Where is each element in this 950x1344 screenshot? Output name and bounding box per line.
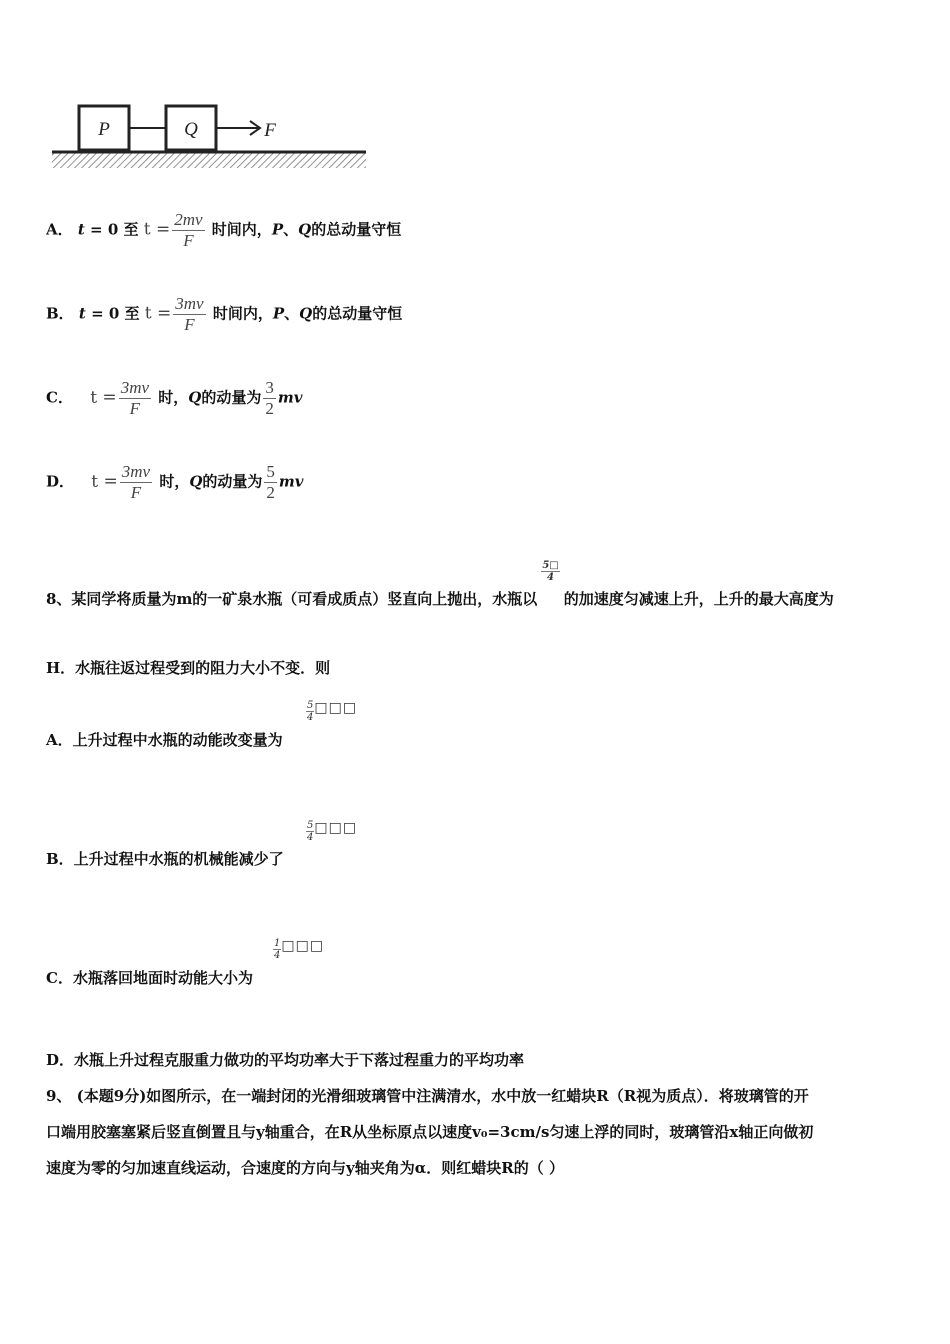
t-variable: t — [143, 219, 151, 240]
option-text-2: 的总动量守恒 — [312, 304, 403, 323]
p-symbol: P — [271, 220, 284, 239]
t-variable: t — [91, 471, 99, 492]
option-text-2: 的动量为 — [201, 388, 262, 407]
q8-option-d[interactable]: D．水瓶上升过程克服重力做功的平均功率大于下落过程重力的平均功率 — [46, 1051, 525, 1069]
q-symbol: Q — [299, 304, 313, 323]
time-fraction: $\frac{3mv}{F}$ — [175, 294, 204, 334]
q8-stem-line1 — [46, 560, 834, 609]
option-text-2: 的总动量守恒 — [311, 220, 402, 239]
q9-stem-line3: 速度为零的匀加速直线运动，合速度的方向与y轴夹角为α．则红蜡块R的（ ） — [46, 1159, 564, 1177]
q8-option-a-formula: $\frac{5}{4}$ □□□ — [307, 700, 358, 723]
separator: 、 — [283, 220, 299, 239]
option-text: 时， — [158, 388, 189, 407]
block-p-label: P — [98, 119, 110, 140]
option-text: 时间内， — [212, 304, 273, 323]
q7-option-d[interactable]: D． t = $\frac{3mv}{F}$ 时，Q的动量为 $\frac{5}{2}$ mv — [46, 462, 304, 502]
force-label: F — [264, 120, 276, 141]
option-label: D． — [46, 472, 75, 491]
t-variable: t — [144, 303, 152, 324]
q-symbol: Q — [189, 472, 203, 491]
q7-option-a[interactable]: A． t = 0 至 t = $\frac{2mv}{F}$ 时间内，P、Q的总动量守恒 — [46, 210, 402, 250]
option-label: C． — [46, 388, 73, 407]
blocks-figure — [50, 100, 370, 175]
option-text: 时间内， — [211, 220, 272, 239]
option-text-2: 的动量为 — [202, 472, 263, 491]
q8-option-a[interactable]: A．上升过程中水瓶的动能改变量为 — [46, 731, 283, 749]
q8-stem-part1: 8、某同学将质量为m的一矿泉水瓶（可看成质点）竖直向上抛出，水瓶以 — [46, 590, 538, 608]
mv-symbol: mv — [278, 472, 304, 491]
ground-hatch — [52, 152, 366, 168]
time-fraction: $\frac{2mv}{F}$ — [174, 210, 203, 250]
q7-option-b[interactable]: B． t = 0 至 t = $\frac{3mv}{F}$ 时间内，P、Q的总动量守恒 — [46, 294, 403, 334]
equals-zero: = 0 至 — [84, 220, 139, 239]
coefficient-fraction: $\frac{5}{2}$ — [266, 462, 275, 502]
mv-symbol: mv — [277, 388, 303, 407]
coefficient-fraction: $\frac{3}{2}$ — [265, 378, 274, 418]
separator: 、 — [284, 304, 300, 323]
q8-option-b[interactable]: B．上升过程中水瓶的机械能减少了 — [46, 850, 284, 868]
q8-option-c[interactable]: C．水瓶落回地面时动能大小为 — [46, 969, 253, 987]
acceleration-fraction: $\frac{5□}{4}$ — [542, 560, 559, 583]
q8-stem-part2: 的加速度匀减速上升，上升的最大高度为 — [563, 590, 834, 608]
q9-stem-line2: 口端用胶塞塞紧后竖直倒置且与y轴重合，在R从坐标原点以速度v₀=3cm/s匀速上浮的同时，玻璃管沿x轴正向做初 — [46, 1123, 814, 1141]
t-symbol: t — [78, 304, 86, 323]
t-variable: t — [90, 387, 98, 408]
equals-zero: = 0 至 — [85, 304, 140, 323]
q7-option-c[interactable]: C． t = $\frac{3mv}{F}$ 时，Q的动量为 $\frac{3}{2}$ mv — [46, 378, 303, 418]
block-q-label: Q — [184, 119, 198, 140]
q9-stem-line1: 9、 (本题9分)如图所示，在一端封闭的光滑细玻璃管中注满清水，水中放一红蜡块R（R视为质点）．将玻璃管的开 — [46, 1087, 809, 1105]
q8-stem-line2: H．水瓶往返过程受到的阻力大小不变．则 — [46, 659, 331, 677]
option-text: 时， — [159, 472, 190, 491]
option-label: A． — [46, 220, 73, 239]
time-fraction: $\frac{3mv}{F}$ — [121, 462, 151, 502]
time-fraction: $\frac{3mv}{F}$ — [120, 378, 150, 418]
t-symbol: t — [77, 220, 85, 239]
q8-option-b-formula: $\frac{5}{4}$ □□□ — [307, 820, 358, 843]
q8-option-c-formula: $\frac{1}{4}$ □□□ — [274, 938, 325, 961]
option-label: B． — [46, 304, 74, 323]
q-symbol: Q — [188, 388, 202, 407]
q-symbol: Q — [298, 220, 312, 239]
p-symbol: P — [272, 304, 285, 323]
